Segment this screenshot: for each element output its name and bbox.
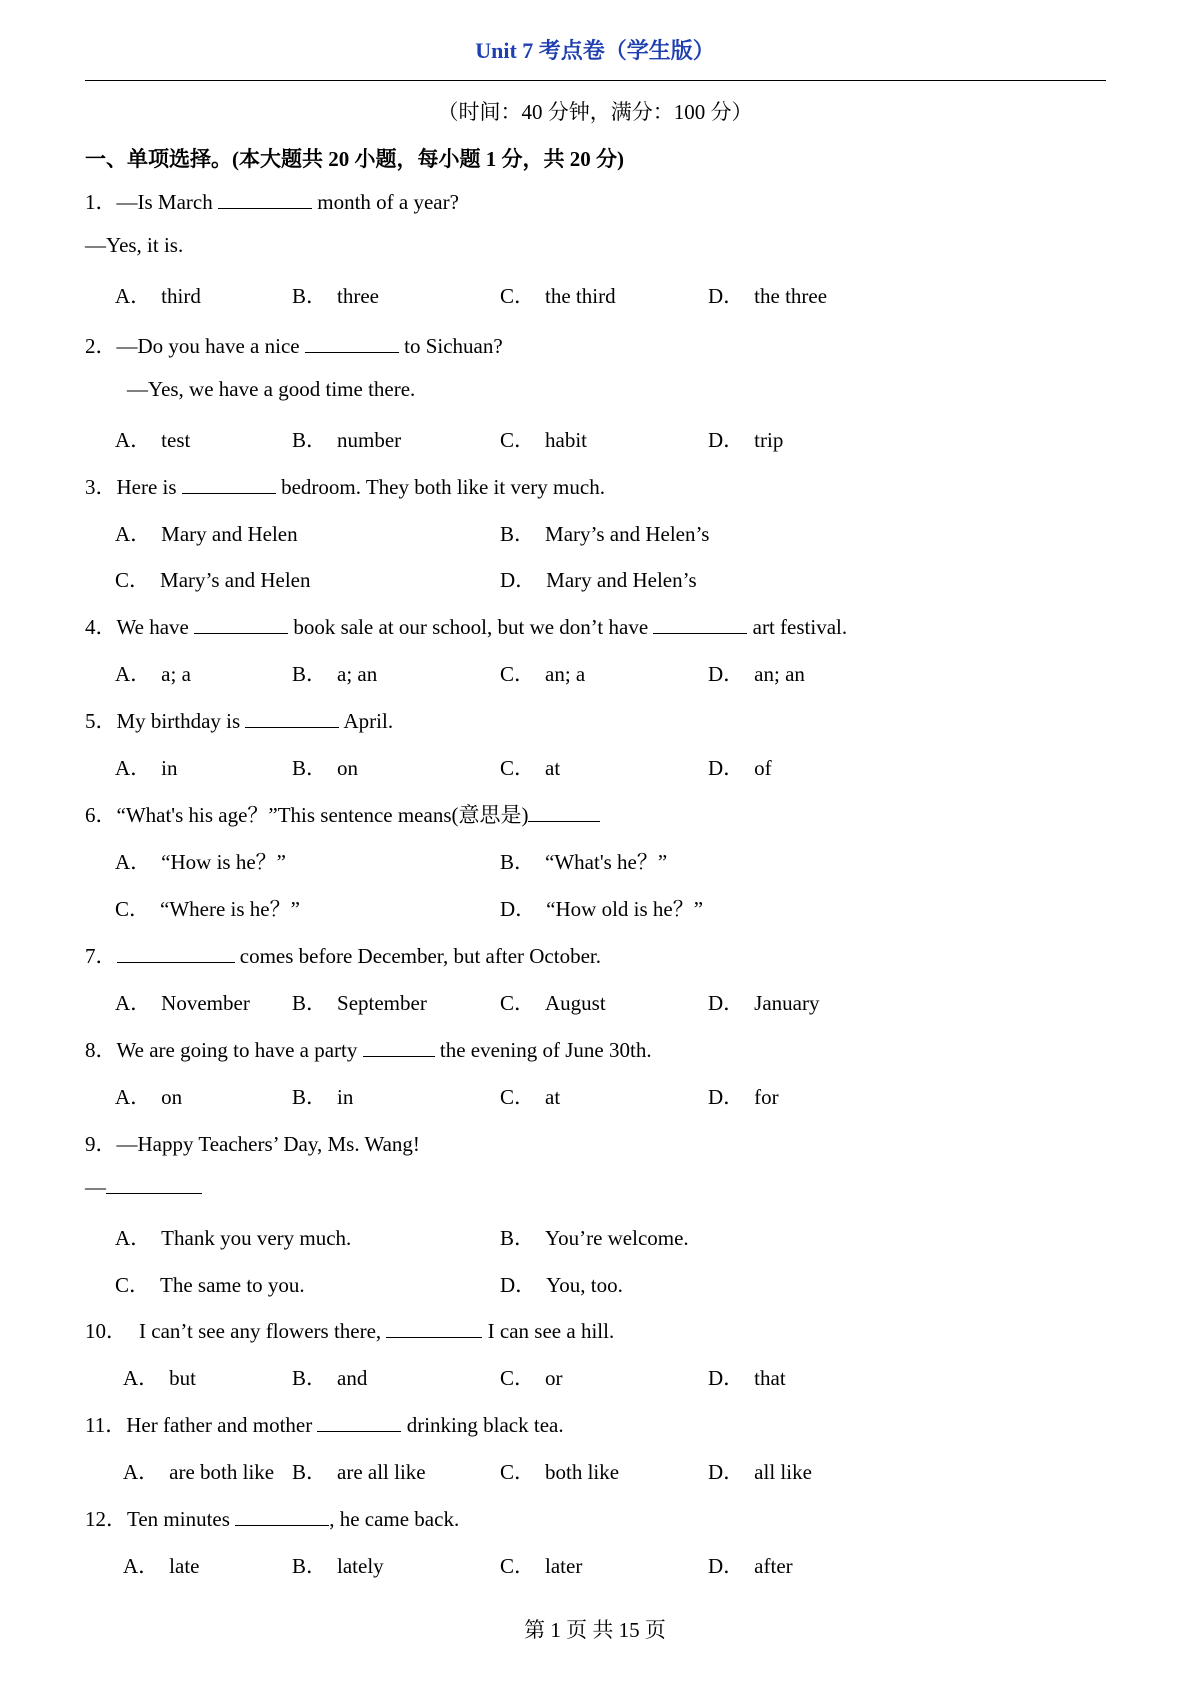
option-text: habit: [545, 428, 588, 452]
option-letter: B．: [292, 662, 328, 686]
option-letter: D．: [500, 568, 537, 592]
question-number: 2．: [85, 334, 117, 358]
option-9d: [500, 1269, 623, 1299]
option-7a: [115, 987, 250, 1017]
option-text: test: [161, 428, 191, 452]
option-text: an; a: [545, 662, 586, 686]
option-7d: [708, 987, 819, 1017]
question-text: to Sichuan?: [398, 334, 503, 358]
option-letter: D．: [708, 662, 745, 686]
option-letter: B．: [292, 428, 328, 452]
option-2d: [708, 424, 783, 454]
option-letter: C．: [500, 1460, 536, 1484]
option-letter: D．: [708, 1366, 745, 1390]
option-text: “How old is he？”: [546, 897, 704, 921]
question-number: 10．: [85, 1319, 127, 1343]
option-text: later: [545, 1554, 583, 1578]
option-10c: [500, 1362, 563, 1392]
option-6b: [500, 846, 667, 876]
question-text: Here is: [116, 475, 182, 499]
option-text: three: [337, 284, 379, 308]
answer-blank: [317, 1413, 401, 1432]
question-text: comes before December, but after October.: [234, 944, 601, 968]
option-letter: A．: [115, 522, 152, 546]
option-letter: A．: [123, 1366, 160, 1390]
option-letter: D．: [708, 284, 745, 308]
question-text: “What's his age？”This sentence means(意思是): [116, 803, 529, 827]
question-text: art festival.: [747, 615, 848, 639]
question-number: 5．: [85, 709, 117, 733]
option-letter: A．: [115, 1226, 152, 1250]
option-letter: D．: [500, 897, 537, 921]
option-letter: A．: [115, 756, 152, 780]
option-12b: [292, 1550, 384, 1580]
option-9b: [500, 1222, 689, 1252]
option-8a: [115, 1081, 182, 1111]
option-text: but: [169, 1366, 197, 1390]
option-letter: A．: [115, 662, 152, 686]
option-letter: C．: [500, 1554, 536, 1578]
option-letter: A．: [115, 284, 152, 308]
option-letter: D．: [708, 756, 745, 780]
option-text: a; an: [337, 662, 378, 686]
answer-blank: [305, 334, 399, 353]
question-text: month of a year?: [311, 190, 459, 214]
option-text: an; an: [754, 662, 805, 686]
option-11c: [500, 1456, 619, 1486]
option-11a: [123, 1456, 274, 1486]
option-letter: B．: [500, 522, 536, 546]
option-12c: [500, 1550, 582, 1580]
question-text: —Happy Teachers’ Day, Ms. Wang!: [116, 1132, 420, 1156]
question-2-reply: —Yes, we have a good time there.: [127, 377, 416, 401]
option-9c: [115, 1269, 305, 1299]
question-text: —Is March: [116, 190, 218, 214]
option-letter: C．: [115, 1273, 151, 1297]
question-text: We are going to have a party: [116, 1038, 363, 1062]
option-text: are all like: [337, 1460, 426, 1484]
option-letter: D．: [708, 1085, 745, 1109]
option-text: after: [754, 1554, 793, 1578]
option-text: at: [545, 1085, 561, 1109]
question-6: [85, 799, 600, 829]
option-text: The same to you.: [160, 1273, 305, 1297]
answer-blank: [363, 1038, 435, 1057]
option-text: in: [161, 756, 178, 780]
option-1c: [500, 280, 616, 310]
question-text: bedroom. They both like it very much.: [275, 475, 605, 499]
option-text: on: [161, 1085, 183, 1109]
question-number: 1．: [85, 190, 117, 214]
option-letter: D．: [708, 1460, 745, 1484]
answer-blank: [194, 615, 288, 634]
option-letter: C．: [500, 284, 536, 308]
option-letter: C．: [500, 662, 536, 686]
option-letter: D．: [708, 428, 745, 452]
option-text: on: [337, 756, 359, 780]
option-8d: [708, 1081, 779, 1111]
option-letter: C．: [115, 568, 151, 592]
option-6c: [115, 893, 300, 923]
section-title: 一、单项选择。(本大题共 20 小题，每小题 1 分，共 20 分): [85, 147, 624, 171]
option-2c: [500, 424, 587, 454]
option-6a: [115, 846, 286, 876]
option-7b: [292, 987, 427, 1017]
question-10: [85, 1315, 614, 1345]
option-12a: [123, 1550, 199, 1580]
question-text: Ten minutes: [127, 1507, 236, 1531]
answer-blank: [245, 709, 339, 728]
question-2: [85, 330, 503, 360]
answer-blank: [182, 475, 276, 494]
option-letter: C．: [500, 428, 536, 452]
option-text: for: [754, 1085, 779, 1109]
answer-blank: [653, 615, 747, 634]
option-letter: B．: [292, 756, 328, 780]
question-text: I can see a hill.: [482, 1319, 615, 1343]
option-letter: A．: [115, 850, 152, 874]
option-11d: [708, 1456, 812, 1486]
option-letter: D．: [708, 1554, 745, 1578]
option-9a: [115, 1222, 351, 1252]
question-number: 11．: [85, 1413, 127, 1437]
option-6d: [500, 893, 703, 923]
question-text: My birthday is: [116, 709, 246, 733]
option-letter: D．: [500, 1273, 537, 1297]
option-text: Thank you very much.: [161, 1226, 352, 1250]
answer-blank: [117, 944, 235, 963]
question-number: 6．: [85, 803, 117, 827]
option-8b: [292, 1081, 353, 1111]
option-10d: [708, 1362, 786, 1392]
answer-blank: [528, 803, 600, 822]
question-8: [85, 1034, 652, 1064]
option-letter: C．: [500, 991, 536, 1015]
option-text: number: [337, 428, 402, 452]
option-text: trip: [754, 428, 784, 452]
option-10b: [292, 1362, 367, 1392]
question-number: 9．: [85, 1132, 117, 1156]
option-text: are both like: [169, 1460, 275, 1484]
option-2a: [115, 424, 190, 454]
option-text: January: [754, 991, 820, 1015]
option-letter: B．: [292, 991, 328, 1015]
option-text: the third: [545, 284, 616, 308]
option-text: You, too.: [546, 1273, 623, 1297]
page-footer: 第 1 页 共 15 页: [524, 1618, 666, 1642]
option-letter: B．: [292, 1085, 328, 1109]
option-text: late: [169, 1554, 200, 1578]
option-text: and: [337, 1366, 368, 1390]
question-text: book sale at our school, but we don’t have: [288, 615, 654, 639]
option-1d: [708, 280, 827, 310]
option-1a: [115, 280, 201, 310]
question-number: 4．: [85, 615, 117, 639]
option-letter: A．: [123, 1554, 160, 1578]
option-text: third: [161, 284, 201, 308]
question-text: I can’t see any flowers there,: [139, 1319, 387, 1343]
option-5a: [115, 752, 178, 782]
option-text: the three: [754, 284, 828, 308]
option-letter: B．: [292, 1554, 328, 1578]
option-4c: [500, 658, 585, 688]
option-2b: [292, 424, 401, 454]
question-text: —Do you have a nice: [116, 334, 305, 358]
option-text: “What's he？”: [545, 850, 668, 874]
option-11b: [292, 1456, 426, 1486]
option-letter: A．: [115, 991, 152, 1015]
option-letter: D．: [708, 991, 745, 1015]
option-text: of: [754, 756, 772, 780]
question-number: 7．: [85, 944, 117, 968]
option-letter: C．: [500, 756, 536, 780]
option-text: August: [545, 991, 606, 1015]
option-letter: A．: [115, 428, 152, 452]
question-text: the evening of June 30th.: [434, 1038, 652, 1062]
option-4d: [708, 658, 805, 688]
option-letter: C．: [500, 1085, 536, 1109]
page-title: Unit 7 考点卷（学生版）: [475, 38, 715, 63]
option-letter: B．: [292, 1366, 328, 1390]
header-divider: [85, 80, 1106, 81]
option-text: lately: [337, 1554, 384, 1578]
question-text: drinking black tea.: [401, 1413, 564, 1437]
option-text: or: [545, 1366, 563, 1390]
option-letter: A．: [123, 1460, 160, 1484]
option-text: both like: [545, 1460, 620, 1484]
option-text: Mary’s and Helen: [160, 568, 311, 592]
question-3: [85, 471, 605, 501]
question-text: April.: [339, 709, 394, 733]
option-text: Mary and Helen: [161, 522, 298, 546]
option-text: November: [161, 991, 250, 1015]
question-text: We have: [116, 615, 195, 639]
option-3b: [500, 518, 709, 548]
answer-blank: [106, 1175, 202, 1194]
option-text: that: [754, 1366, 786, 1390]
question-9: [85, 1128, 420, 1158]
option-3d: [500, 564, 697, 594]
question-number: 3．: [85, 475, 117, 499]
option-letter: B．: [500, 850, 536, 874]
option-text: September: [337, 991, 427, 1015]
answer-blank: [235, 1507, 329, 1526]
option-10a: [123, 1362, 196, 1392]
option-letter: B．: [292, 284, 328, 308]
option-text: in: [337, 1085, 354, 1109]
question-text: , he came back.: [329, 1507, 460, 1531]
option-4a: [115, 658, 191, 688]
option-text: a; a: [161, 662, 191, 686]
question-11: [85, 1409, 564, 1439]
option-text: Mary’s and Helen’s: [545, 522, 710, 546]
option-letter: B．: [500, 1226, 536, 1250]
option-7c: [500, 987, 606, 1017]
option-text: “How is he？”: [161, 850, 286, 874]
option-letter: C．: [500, 1366, 536, 1390]
answer-blank: [218, 190, 312, 209]
option-4b: [292, 658, 377, 688]
option-letter: A．: [115, 1085, 152, 1109]
option-5d: [708, 752, 772, 782]
option-8c: [500, 1081, 560, 1111]
question-1: [85, 186, 459, 216]
option-text: “Where is he？”: [160, 897, 300, 921]
option-3c: [115, 564, 310, 594]
option-letter: B．: [292, 1460, 328, 1484]
question-1-reply: —Yes, it is.: [85, 233, 184, 257]
option-3a: [115, 518, 298, 548]
option-text: Mary and Helen’s: [546, 568, 697, 592]
question-number: 8．: [85, 1038, 117, 1062]
option-text: all like: [754, 1460, 812, 1484]
question-number: 12．: [85, 1507, 127, 1531]
option-12d: [708, 1550, 793, 1580]
question-text: —: [85, 1175, 106, 1199]
option-text: at: [545, 756, 561, 780]
question-4: [85, 611, 847, 641]
question-7: [85, 940, 601, 970]
option-5c: [500, 752, 560, 782]
option-5b: [292, 752, 358, 782]
question-9-reply: [85, 1175, 202, 1200]
option-letter: C．: [115, 897, 151, 921]
question-12: [85, 1503, 459, 1533]
option-1b: [292, 280, 379, 310]
question-5: [85, 705, 393, 735]
question-text: Her father and mother: [126, 1413, 318, 1437]
option-text: You’re welcome.: [545, 1226, 689, 1250]
exam-info: （时间：40 分钟，满分：100 分）: [437, 100, 753, 124]
answer-blank: [386, 1319, 482, 1338]
